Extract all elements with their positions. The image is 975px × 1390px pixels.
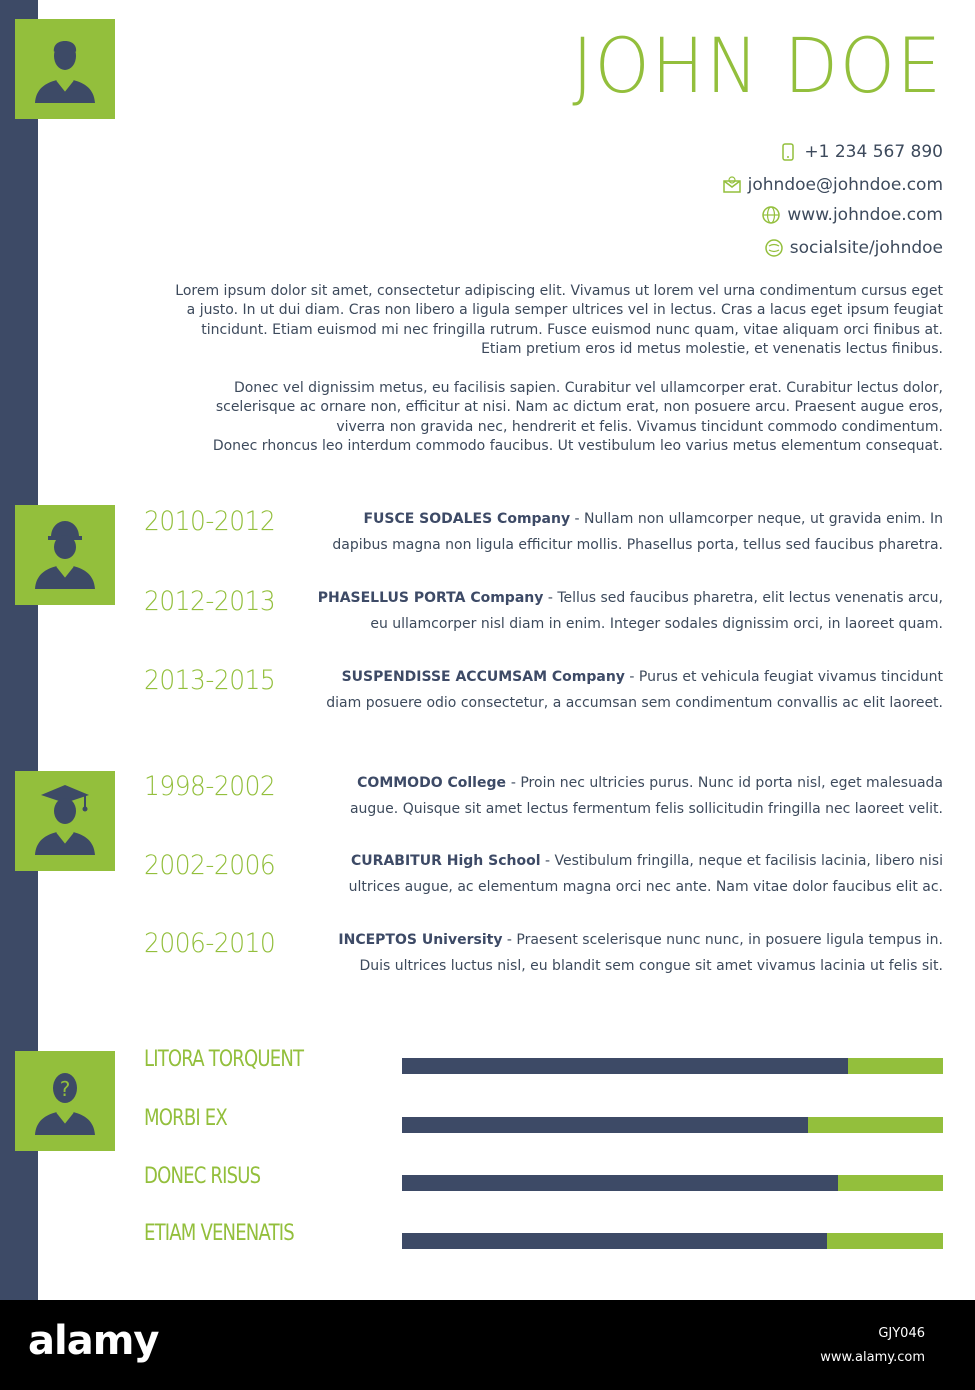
envelope-icon <box>722 175 742 195</box>
education-entry <box>293 848 943 900</box>
education-entry <box>293 927 943 979</box>
alamy-logo: alamy <box>28 1318 159 1364</box>
entry-text: - Vestibulum fringilla, neque et facilisis lacinia, libero nisi <box>540 853 943 869</box>
education-entry <box>293 770 943 822</box>
education-years: 2006-2010 <box>144 928 276 959</box>
skill-bar-fill <box>402 1233 827 1249</box>
school-name: CURABITUR High School <box>351 853 541 869</box>
skill-label: MORBI EX <box>144 1106 227 1131</box>
website-row <box>761 205 943 225</box>
experience-entry <box>293 506 943 558</box>
skill-label: DONEC RISUS <box>144 1164 261 1189</box>
entry-text: diam posuere odio consectetur, a accumsan sem condimentum convallis ac elit laoreet. <box>326 695 943 711</box>
entry-text: augue. Quisque sit amet lectus fermentum felis sollicitudin fringilla nec laoreet velit. <box>349 801 943 817</box>
about-line: viverra non gravida nec, hendrerit et felis. Vivamus tincidunt commodo condimentum. <box>336 418 943 435</box>
company-name: PHASELLUS PORTA Company <box>317 590 544 606</box>
social-row <box>764 238 943 258</box>
phone-icon <box>778 142 798 162</box>
skill-bar <box>402 1175 943 1191</box>
company-name: SUSPENDISSE ACCUMSAM Company <box>341 669 625 685</box>
education-years: 2002-2006 <box>144 850 276 881</box>
social-text[interactable]: socialsite/johndoe <box>789 238 943 258</box>
entry-text: - Praesent scelerisque nunc nunc, in posuere ligula tempus in. <box>502 932 943 948</box>
email-text[interactable]: johndoe@johndoe.com <box>747 175 943 195</box>
skill-bar-fill <box>402 1058 848 1074</box>
email-row <box>722 175 943 195</box>
entry-text: - Tellus sed faucibus pharetra, elit lectus venenatis arcu, <box>543 590 943 606</box>
entry-text: - Purus et vehicula feugiat vivamus tincidunt <box>624 669 943 685</box>
education-years: 1998-2002 <box>144 771 276 802</box>
watermark-site: www.alamy.com <box>820 1350 925 1365</box>
social-icon <box>764 238 784 258</box>
entry-text: - Nullam non ullamcorper neque, ut gravida enim. In <box>570 511 943 527</box>
skill-bar <box>402 1117 943 1133</box>
about-line: a justo. In ut dui diam. Cras non libero a ligula semper ultrices vel in lectus. Cras a lacus eget ipsum feugiat <box>186 302 943 319</box>
about-line: scelerisque ac ornare non, efficitur at nisi. Nam ac dictum erat, non posuere arcu. Praesent augue eros, <box>215 399 943 416</box>
globe-icon <box>761 205 781 225</box>
about-line: Donec rhoncus leo interdum commodo faucibus. Ut vestibulum leo varius metus elementum consequat. <box>212 438 943 455</box>
graduate-icon <box>15 771 115 871</box>
phone-text[interactable]: +1 234 567 890 <box>804 142 943 162</box>
image-id: GJY046 <box>878 1326 925 1341</box>
skill-label: LITORA TORQUENT <box>144 1047 304 1072</box>
entry-text: ultrices augue, ac elementum magna orci nec ante. Nam vitae dolor faucibus elit ac. <box>348 879 943 895</box>
entry-text: eu ullamcorper nisl diam in enim. Integer sodales dignissim orci, in laoreet quam. <box>370 616 943 632</box>
about-paragraph-1 <box>138 282 943 360</box>
experience-entry <box>293 585 943 637</box>
about-line: Donec vel dignissim metus, eu facilisis sapien. Curabitur vel ullamcorper erat. Curabitur lectus dolor, <box>233 380 943 396</box>
svg-text:?: ? <box>59 1077 71 1101</box>
experience-years: 2012-2013 <box>144 586 276 617</box>
about-line: Etiam pretium eros id metus molestie, et venenatis lectus finibus. <box>481 341 943 358</box>
entry-text: dapibus magna non ligula efficitur mollis. Phasellus porta, tellus sed faucibus pharetra. <box>332 537 943 553</box>
entry-text: - Proin nec ultricies purus. Nunc id porta nisl, eget malesuada <box>510 775 943 791</box>
skill-bar-fill <box>402 1175 838 1191</box>
experience-years: 2010-2012 <box>144 506 276 537</box>
question-person-icon <box>15 1051 115 1151</box>
phone-row <box>778 142 943 162</box>
about-line: Lorem ipsum dolor sit amet, consectetur adipiscing elit. Vivamus ut lorem vel urna condimentum cursus eget <box>175 283 943 299</box>
skill-bar-fill <box>402 1117 808 1133</box>
entry-text: Duis ultrices luctus nisl, eu blandit sem congue sit amet vivamus lacinia ut felis sit. <box>359 958 943 974</box>
website-text[interactable]: www.johndoe.com <box>787 205 943 225</box>
applicant-name: JOHN DOE <box>572 21 943 110</box>
skill-bar <box>402 1058 943 1074</box>
about-line: tincidunt. Etiam euismod mi nec fringilla rutrum. Fusce euismod nunc quam, vitae aliquam orci finibus at. <box>201 321 943 338</box>
experience-entry <box>293 664 943 716</box>
school-name: INCEPTOS University <box>338 932 503 948</box>
worker-helmet-icon <box>15 505 115 605</box>
skill-bar <box>402 1233 943 1249</box>
experience-years: 2013-2015 <box>144 665 276 696</box>
skill-label: ETIAM VENENATIS <box>144 1221 294 1246</box>
person-icon <box>15 19 115 119</box>
about-paragraph-2 <box>138 379 943 457</box>
company-name: FUSCE SODALES Company <box>363 511 571 527</box>
school-name: COMMODO College <box>357 775 511 791</box>
